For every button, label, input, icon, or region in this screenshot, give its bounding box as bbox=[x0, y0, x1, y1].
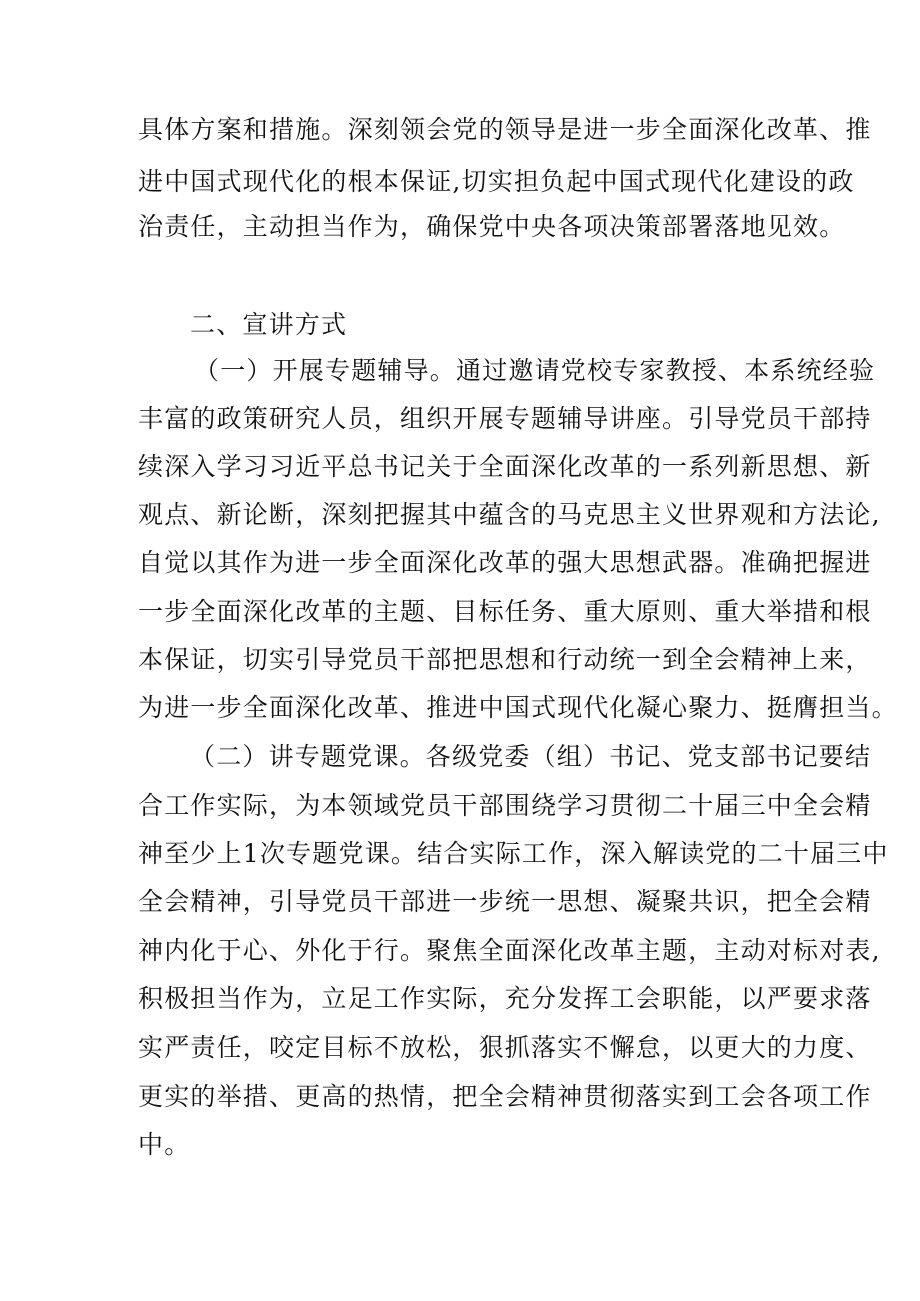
section-heading: 二、宣讲方式 bbox=[190, 310, 348, 339]
paragraph-line: 积极担当作为，立足工作实际，充分发挥工会职能，以严要求落 bbox=[138, 984, 872, 1013]
paragraph-line: 进中国式现代化的根本保证,切实担负起中国式现代化建设的政 bbox=[138, 167, 855, 196]
paragraph-line: 合工作实际，为本领域党员干部围绕学习贯彻二十届三中全会精 bbox=[138, 791, 872, 820]
paragraph-line: 具体方案和措施。深刻领会党的领导是进一步全面深化改革、推 bbox=[138, 115, 872, 144]
paragraph-line: （二）讲专题党课。各级党委（组）书记、党支部书记要结 bbox=[190, 742, 872, 771]
paragraph-line: 治责任，主动担当作为，确保党中央各项决策部署落地见效。 bbox=[138, 212, 846, 241]
paragraph-line: 为进一步全面深化改革、推进中国式现代化凝心聚力、挺膺担当。 bbox=[138, 693, 898, 722]
paragraph-line: 全会精神，引导党员干部进一步统一思想、凝聚共识，把全会精 bbox=[138, 887, 872, 916]
paragraph-line: 自觉以其作为进一步全面深化改革的强大思想武器。准确把握进 bbox=[138, 548, 872, 577]
paragraph-line: 更实的举措、更高的热情，把全会精神贯彻落实到工会各项工作 bbox=[138, 1082, 872, 1111]
paragraph-line: （一）开展专题辅导。通过邀请党校专家教授、本系统经验 bbox=[194, 356, 876, 385]
paragraph-line: 中。 bbox=[138, 1130, 191, 1159]
paragraph-line: 神至少上1次专题党课。结合实际工作，深入解读党的二十届三中 bbox=[138, 839, 889, 868]
paragraph-line: 神内化于心、外化于行。聚焦全面深化改革主题，主动对标对表, bbox=[138, 936, 881, 965]
paragraph-line: 本保证，切实引导党员干部把思想和行动统一到全会精神上来， bbox=[138, 645, 872, 674]
paragraph-line: 续深入学习习近平总书记关于全面深化改革的一系列新思想、新 bbox=[138, 452, 872, 481]
paragraph-line: 丰富的政策研究人员，组织开展专题辅导讲座。引导党员干部持 bbox=[138, 404, 872, 433]
paragraph-line: 实严责任，咬定目标不放松，狠抓落实不懈怠，以更大的力度、 bbox=[138, 1033, 872, 1062]
paragraph-line: 一步全面深化改革的主题、目标任务、重大原则、重大举措和根 bbox=[138, 597, 872, 626]
paragraph-line: 观点、新论断，深刻把握其中蕴含的马克思主义世界观和方法论, bbox=[138, 500, 881, 529]
